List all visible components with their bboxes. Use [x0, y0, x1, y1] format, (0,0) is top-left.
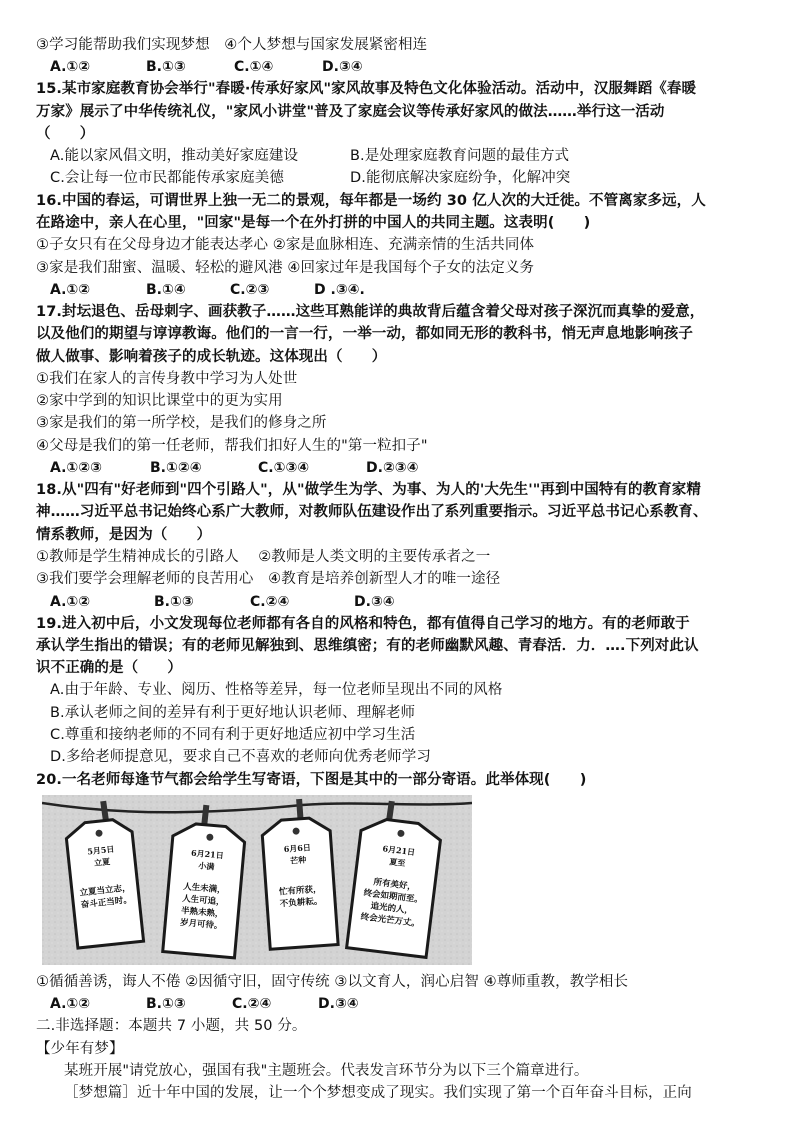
- option-a: A.①②: [50, 59, 91, 76]
- tag-1: [65, 818, 144, 948]
- prev-question-item: ③学习能帮助我们实现梦想 ④个人梦想与国家发展紧密相连: [36, 37, 428, 53]
- tag-date: 5月5日: [86, 843, 115, 857]
- tag-text: 忙有所获，: [278, 884, 322, 898]
- question-15-choices-row: [36, 167, 766, 189]
- choice-b: B.是处理家庭教育问题的最佳方式: [350, 148, 570, 165]
- question-16-options: [36, 279, 766, 301]
- option-b: B.①③: [154, 593, 194, 610]
- question-19-stem-1: 19.进入初中后，小文发现每位老师都有各自的风格和特色，都有值得自己学习的地方。有的老师敢于: [36, 615, 690, 632]
- choice-d: D.多给老师提意见，要求自己不喜欢的老师向优秀老师学习: [50, 749, 431, 766]
- question-17-item: ②家中学到的知识比课堂中的更为实用: [36, 393, 283, 410]
- option-d: D.③④: [354, 593, 395, 610]
- question-18: [36, 479, 766, 612]
- tag-text: 人生可追，: [181, 893, 225, 908]
- tag-date: 6月21日: [382, 843, 416, 858]
- question-17-stem-1: 17.封坛退色、岳母刺字、画获教子……这些耳熟能详的典故背后蕴含着父母对孩子深沉而真挚的爱意，: [36, 303, 705, 320]
- paragraph: 某班开展"请党放心，强国有我"主题班会。代表发言环节分为以下三个篇章进行。: [64, 1062, 589, 1079]
- tag-text: 所有美好，: [372, 877, 417, 893]
- option-b: B.①③: [146, 996, 186, 1013]
- question-16-item: ①子女只有在父母身边才能表达孝心 ②家是血脉相连、充满亲情的生活共同体: [36, 237, 535, 254]
- question-19-stem-2: 承认学生指出的错误；有的老师见解独到、思维缜密；有的老师幽默风趣、青春活．力．….下列对此认: [36, 637, 699, 654]
- tag-text: 奋斗正当时。: [80, 895, 133, 911]
- option-c: C.②③: [230, 281, 270, 298]
- question-15-stem-2: 万家》展示了中华传统礼仪，"家风小讲堂"普及了家庭会议等传承好家风的做法……举行这一活动: [36, 103, 665, 120]
- question-18-options: [36, 591, 766, 613]
- option-d: D .③④.: [314, 281, 365, 298]
- option-b: B.①④: [146, 281, 186, 298]
- part-two: [36, 1015, 766, 1104]
- option-a: A.①②: [50, 996, 91, 1013]
- tag-4: [347, 817, 442, 958]
- question-20-stem: 20.一名老师每逢节气都会给学生写寄语，下图是其中的一部分寄语。此举体现( ): [36, 771, 587, 788]
- question-20-items: ①循循善诱，诲人不倦 ②因循守旧，固守传统 ③以文育人，润心启智 ④尊师重教，教学相长: [36, 973, 629, 990]
- tag-2: [163, 822, 246, 958]
- option-c: C.①④: [234, 59, 274, 76]
- choice-a: A.能以家风倡文明，推动美好家庭建设: [50, 148, 299, 165]
- section-title: 【少年有梦】: [36, 1040, 124, 1057]
- question-18-stem-3: 情系教师，是因为（ ）: [36, 526, 212, 543]
- question-17-item: ③家是我们的第一所学校，是我们的修身之所: [36, 415, 327, 432]
- tag-text: 人生未满，: [182, 882, 226, 896]
- choice-b: B.承认老师之间的差异有利于更好地认识老师、理解老师: [50, 704, 416, 721]
- option-a: A.①②③: [50, 460, 102, 477]
- tag-text: 不负耕耘。: [279, 896, 323, 910]
- option-a: A.①②: [50, 593, 91, 610]
- tag-term: 芒种: [289, 854, 307, 866]
- option-b: B.①②④: [150, 460, 202, 477]
- question-18-stem-2: 神……习近平总书记始终心系广大教师，对教师队伍建设作出了系列重要指示。习近平总书记心系教育、: [36, 504, 708, 521]
- option-c: C.②④: [232, 996, 272, 1013]
- question-17-item: ①我们在家人的言传身教中学习为人处世: [36, 370, 298, 387]
- tag-text: 终会光芒万丈。: [360, 912, 421, 930]
- question-17-stem-3: 做人做事、影响着孩子的成长轨迹。这体现出（ ）: [36, 348, 387, 365]
- section-heading: 二.非选择题：本题共 7 小题，共 50 分。: [36, 1018, 307, 1035]
- question-15-stem-1: 15.某市家庭教育协会举行"春暖·传承好家风"家风故事及特色文化体验活动。活动中，汉服舞蹈《春暖: [36, 81, 697, 98]
- question-15: [36, 78, 766, 189]
- question-16-item: ③家是我们甜蜜、温暖、轻松的避风港 ④回家过年是我国每个子女的法定义务: [36, 259, 535, 276]
- tag-text: 半熟未熟，: [180, 905, 224, 920]
- tags-illustration: [42, 795, 472, 965]
- tag-text: 追光的人，: [369, 901, 414, 917]
- question-20: [36, 769, 766, 1016]
- option-d: D.③④: [322, 59, 363, 76]
- exam-page: [36, 34, 766, 1104]
- option-c: C.②④: [250, 593, 290, 610]
- question-17: [36, 301, 766, 479]
- tag-text: 立夏当立志，: [79, 883, 131, 899]
- tag-text: 岁月可待。: [179, 917, 223, 932]
- question-17-options: [36, 457, 766, 479]
- question-16-stem-1: 16.中国的春运，可谓世界上独一无二的景观，每年都是一场约 30 亿人次的大迁徙。不管离家多远，人: [36, 192, 706, 209]
- tag-term: 夏至: [388, 856, 406, 869]
- question-16-stem-2: 在路途中，亲人在心里，"回家"是每一个在外打拼的中国人的共同主题。这表明( ): [36, 215, 591, 232]
- tag-text: 终会如期而至。: [363, 888, 424, 906]
- question-15-stem-3: （ ）: [36, 125, 95, 142]
- tag-term: 小满: [197, 860, 215, 872]
- choice-c: C.尊重和接纳老师的不同有利于更好地适应初中学习生活: [50, 727, 416, 744]
- tag-date: 6月21日: [190, 847, 225, 861]
- question-18-item: ①教师是学生精神成长的引路人 ②教师是人类文明的主要传承者之一: [36, 548, 491, 565]
- prev-question-options: [36, 56, 766, 78]
- question-20-options: [36, 993, 766, 1015]
- tag-date: 6月6日: [283, 842, 312, 854]
- paragraph: ［梦想篇］近十年中国的发展，让一个个梦想变成了现实。我们实现了第一个百年奋斗目标，正向: [64, 1085, 692, 1102]
- option-a: A.①②: [50, 281, 91, 298]
- choice-d: D.能彻底解决家庭纷争，化解冲突: [350, 170, 571, 187]
- question-19: [36, 613, 766, 769]
- option-d: D.②③④: [366, 460, 419, 477]
- question-18-stem-1: 18.从"四有"好老师到"四个引路人"，从"做学生为学、为事、为人的'大先生'"再到中国特有的教育家精: [36, 482, 701, 499]
- option-d: D.③④: [318, 996, 359, 1013]
- question-16: [36, 190, 766, 301]
- question-17-item: ④父母是我们的第一任老师，帮我们扣好人生的"第一粒扣子": [36, 437, 428, 454]
- option-b: B.①③: [146, 59, 186, 76]
- question-18-item: ③我们要学会理解老师的良苦用心 ④教育是培养创新型人才的唯一途径: [36, 571, 501, 588]
- question-17-stem-2: 以及他们的期望与谆谆教诲。他们的一言一行，一举一动，都如同无形的教科书，悄无声息地影响孩子: [36, 326, 693, 343]
- tag-term: 立夏: [93, 856, 111, 868]
- question-15-choices-row: [36, 145, 766, 167]
- question-19-stem-3: 识不正确的是（ ）: [36, 660, 182, 677]
- choice-a: A.由于年龄、专业、阅历、性格等差异，每一位老师呈现出不同的风格: [50, 682, 503, 699]
- choice-c: C.会让每一位市民都能传承家庭美德: [50, 170, 284, 187]
- option-c: C.①③④: [258, 460, 310, 477]
- tag-3: [261, 817, 338, 949]
- solar-term-tags-figure: [42, 795, 472, 965]
